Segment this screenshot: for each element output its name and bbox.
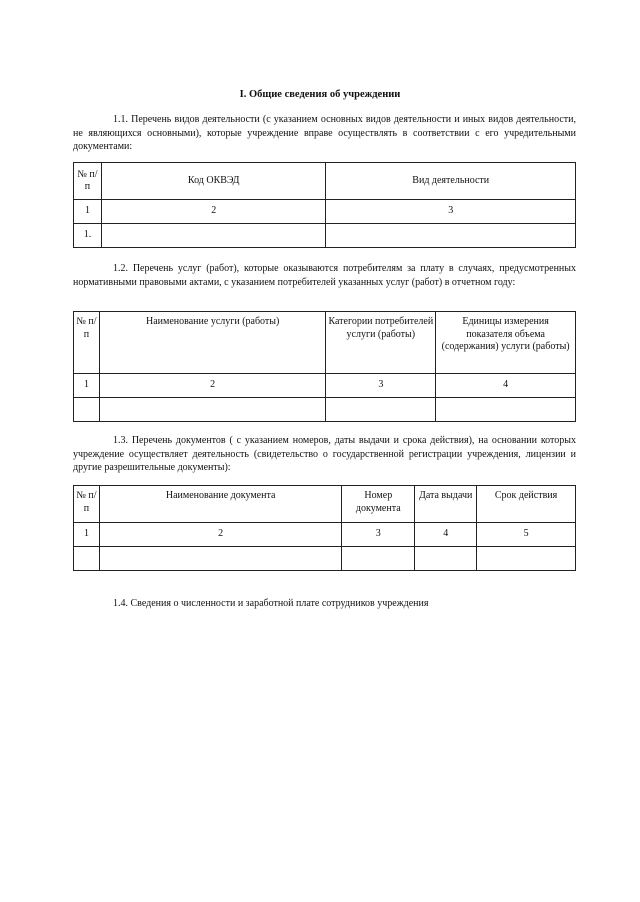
column-number: 1 bbox=[74, 374, 100, 398]
table-cell bbox=[101, 224, 326, 248]
table-cell bbox=[99, 547, 341, 571]
header-cell: Дата выдачи bbox=[415, 486, 477, 523]
table-row bbox=[74, 547, 576, 571]
table-header-row bbox=[74, 486, 576, 523]
paragraph-1-1: 1.1. Перечень видов деятельности (с указанием основных видов деятельности и иных видов деятельности, не являющихся основными), которые учреждение вправе осуществлять в соответствии с его учредительными документами: bbox=[73, 114, 576, 152]
column-number: 1 bbox=[74, 523, 100, 547]
table-cell bbox=[342, 547, 415, 571]
column-number: 2 bbox=[101, 200, 326, 224]
column-number-row bbox=[74, 523, 576, 547]
table-activities bbox=[73, 162, 576, 248]
header-cell: Наименование документа bbox=[99, 486, 341, 523]
paragraph-1-3: 1.3. Перечень документов ( с указанием номеров, даты выдачи и срока действия), на основании которых учреждение осуществляет деятельность (свидетельство о государственной регистрации учреждения, лицензии и другие разрешительные документы): bbox=[73, 435, 576, 473]
table-row bbox=[74, 224, 576, 248]
header-cell: Вид деятельности bbox=[326, 163, 576, 200]
table-cell bbox=[436, 398, 576, 422]
table-cell bbox=[326, 398, 436, 422]
column-number: 4 bbox=[436, 374, 576, 398]
column-number-row bbox=[74, 374, 576, 398]
header-cell: № п/п bbox=[74, 486, 100, 523]
header-cell: Наименование услуги (работы) bbox=[99, 312, 325, 374]
table-cell bbox=[99, 398, 325, 422]
table-cell bbox=[415, 547, 477, 571]
column-number: 3 bbox=[326, 200, 576, 224]
paragraph-1-2: 1.2. Перечень услуг (работ), которые оказываются потребителям за плату в случаях, предусмотренных нормативными правовыми актами, с указанием потребителей указанных услуг (работ) в отчетном году: bbox=[73, 263, 576, 288]
table-cell bbox=[74, 547, 100, 571]
table-cell: 1. bbox=[74, 224, 102, 248]
column-number: 4 bbox=[415, 523, 477, 547]
header-cell: Код ОКВЭД bbox=[101, 163, 326, 200]
paragraph-1-4: 1.4. Сведения о численности и заработной плате сотрудников учреждения bbox=[113, 598, 429, 609]
table-row bbox=[74, 398, 576, 422]
section-title: I. Общие сведения об учреждении bbox=[239, 89, 401, 100]
column-number: 5 bbox=[477, 523, 576, 547]
column-number: 2 bbox=[99, 374, 325, 398]
table-header-row bbox=[74, 312, 576, 374]
header-cell: № п/п bbox=[74, 163, 102, 200]
column-number: 3 bbox=[326, 374, 436, 398]
column-number: 1 bbox=[74, 200, 102, 224]
header-cell: № п/п bbox=[74, 312, 100, 374]
header-cell: Срок действия bbox=[477, 486, 576, 523]
table-header-row bbox=[74, 163, 576, 200]
header-cell: Номер документа bbox=[342, 486, 415, 523]
table-cell bbox=[326, 224, 576, 248]
table-cell bbox=[477, 547, 576, 571]
column-number: 2 bbox=[99, 523, 341, 547]
table-services bbox=[73, 311, 576, 422]
table-cell bbox=[74, 398, 100, 422]
header-cell: Единицы измерения показателя объема (содержания) услуги (работы) bbox=[436, 312, 576, 374]
column-number-row bbox=[74, 200, 576, 224]
table-documents bbox=[73, 485, 576, 571]
column-number: 3 bbox=[342, 523, 415, 547]
header-cell: Категории потребителей услуги (работы) bbox=[326, 312, 436, 374]
